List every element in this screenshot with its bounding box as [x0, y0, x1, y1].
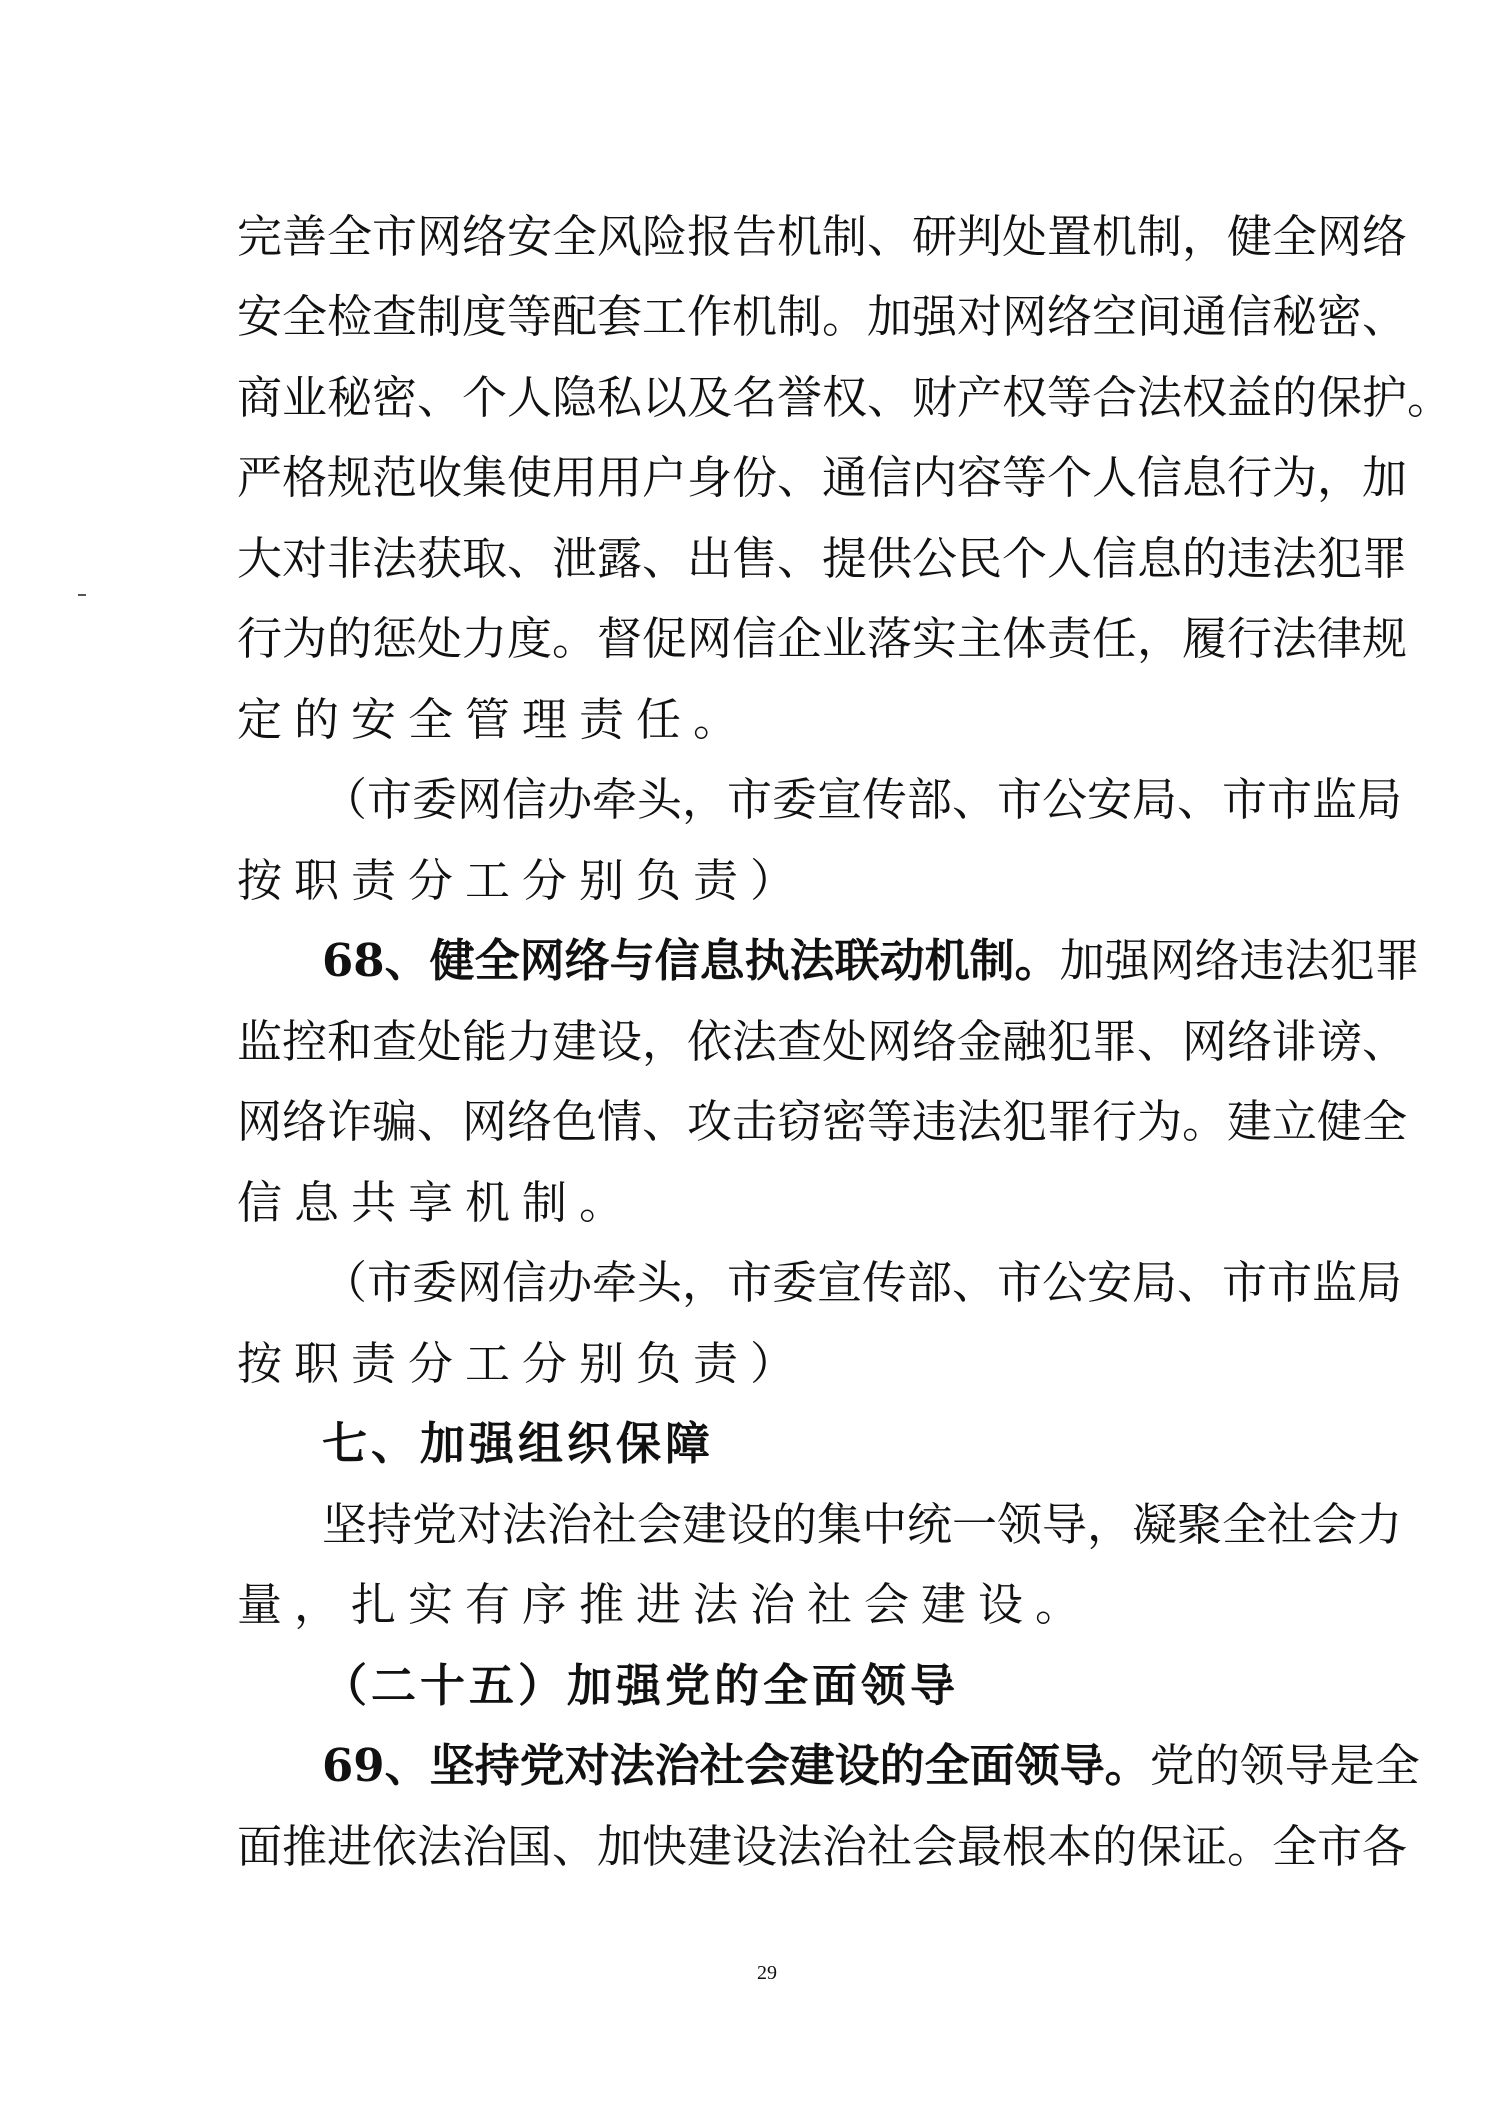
body-line: 信息共享机制。 — [237, 1176, 637, 1229]
item-69-text: 党的领导是全 — [1149, 1739, 1420, 1792]
body-line: 定的安全管理责任。 — [237, 693, 751, 746]
scan-mark — [78, 594, 86, 596]
body-line: 严格规范收集使用用户身份、通信内容等个人信息行为，加 — [237, 451, 1408, 504]
body-line: 安全检查制度等配套工作机制。加强对网络空间通信秘密、 — [237, 290, 1408, 343]
body-line: 网络诈骗、网络色情、攻击窃密等违法犯罪行为。建立健全 — [237, 1095, 1408, 1148]
body-line: 商业秘密、个人隐私以及名誉权、财产权等合法权益的保护。 — [237, 371, 1453, 424]
body-line: 行为的惩处力度。督促网信企业落实主体责任，履行法律规 — [237, 612, 1408, 665]
section-heading: 七、加强组织保障 — [322, 1417, 715, 1470]
item-69-line — [322, 1736, 1420, 1796]
body-line: 大对非法获取、泄露、出售、提供公民个人信息的违法犯罪 — [237, 532, 1408, 585]
item-68-text: 加强网络违法犯罪 — [1059, 934, 1420, 987]
responsibility-note: 按职责分工分别负责） — [237, 1337, 808, 1390]
responsibility-note: 按职责分工分别负责） — [237, 854, 808, 907]
body-line: 量，扎实有序推进法治社会建设。 — [237, 1578, 1093, 1631]
item-69-heading: 69、坚持党对法治社会建设的全面领导。 — [322, 1739, 1150, 1792]
subsection-heading: （二十五）加强党的全面领导 — [322, 1659, 960, 1712]
body-line: 面推进依法治国、加快建设法治社会最根本的保证。全市各 — [237, 1820, 1408, 1873]
item-68-heading: 68、健全网络与信息执法联动机制。 — [322, 934, 1060, 987]
body-line: 完善全市网络安全风险报告机制、研判处置机制，健全网络 — [237, 210, 1408, 263]
body-line: 坚持党对法治社会建设的集中统一领导，凝聚全社会力 — [322, 1498, 1403, 1551]
item-68-line — [322, 931, 1420, 991]
page-number: 29 — [757, 1962, 777, 1984]
responsibility-note: （市委网信办牵头，市委宣传部、市公安局、市市监局 — [322, 1256, 1403, 1309]
body-line: 监控和查处能力建设，依法查处网络金融犯罪、网络诽谤、 — [237, 1015, 1408, 1068]
responsibility-note: （市委网信办牵头，市委宣传部、市公安局、市市监局 — [322, 773, 1403, 826]
